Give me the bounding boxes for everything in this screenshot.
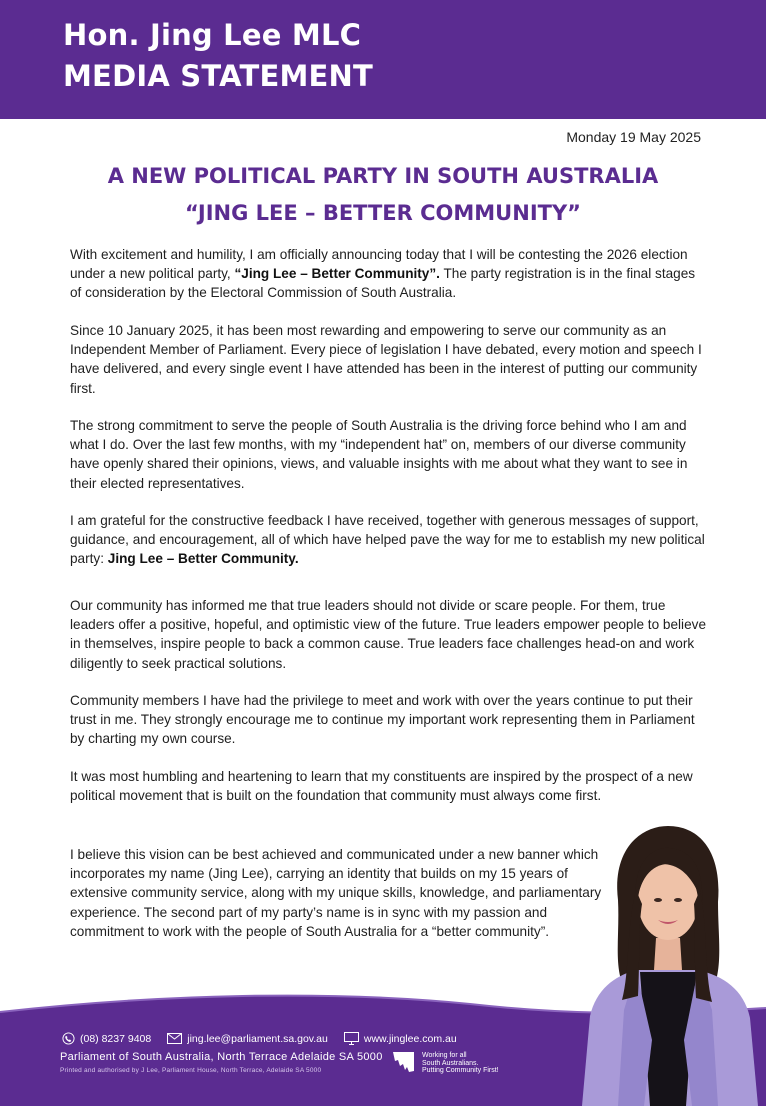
paragraph-4 (70, 511, 710, 569)
paragraph-8: I believe this vision can be best achieved and communicated under a new banner which incorporates my name (Jing Lee), carrying an identity that builds on my 15 years of extensive community service, along with my unique skills, knowledge, and parliamentary experience. The second part of my party’s name is in sync with my passion and commitment to work with the people of South Australia for a “better community”. (70, 847, 602, 939)
paragraph-1-text-a: With excitement and humility, I am officially announcing today that I will be contesting the 2026 election under a new political party, (70, 247, 688, 282)
paragraph-1-text-b: The party registration is in the final stages of consideration by the Electoral Commission of South Australia. (70, 266, 696, 301)
phone-icon (62, 1032, 75, 1045)
monitor-icon (344, 1032, 359, 1045)
mail-icon (167, 1033, 182, 1044)
tagline-line-1: Working for all (422, 1052, 467, 1059)
phone-contact[interactable] (62, 1032, 151, 1045)
member-name: Hon. Jing Lee MLC (63, 18, 362, 52)
portrait-photo (578, 820, 766, 1106)
headline-line-2: “JING LEE – BETTER COMMUNITY” (185, 201, 581, 225)
paragraph-2: Since 10 January 2025, it has been most rewarding and empowering to serve our community as an Independent Member of Parliament. Every piece of legislation I have debated, every motion and speech I have delivered, and every single event I have attended has been in the interest of putting our community first. (70, 323, 702, 396)
phone-number: (08) 8237 9408 (80, 1032, 152, 1045)
paragraph-7: It was most humbling and heartening to learn that my constituents are inspired by the prospect of a new political movement that is built on the foundation that community must always come first. (70, 769, 693, 804)
statement-date: Monday 19 May 2025 (566, 129, 701, 145)
paragraph-5: Our community has informed me that true leaders should not divide or scare people. For them, true leaders offer a positive, hopeful, and optimistic view of the future. True leaders empower people to believe in themselves, inspire people to back a common cause. True leaders face challenges head-on and work diligently to seek practical solutions. (70, 598, 706, 671)
paragraph-1 (70, 245, 710, 303)
sa-tagline (422, 1052, 532, 1075)
email-address: jing.lee@parliament.sa.gov.au (187, 1032, 328, 1045)
tagline-line-2: South Australians. (422, 1059, 479, 1067)
website-contact[interactable] (344, 1032, 457, 1045)
authorisation-line: Printed and authorised by J Lee, Parliament House, North Terrace, Adelaide SA 5000 (60, 1067, 322, 1074)
tagline-line-3: Putting Community First! (422, 1067, 499, 1074)
email-contact[interactable] (167, 1033, 328, 1045)
footer-contacts (62, 1032, 473, 1045)
party-name-bold-2: Jing Lee – Better Community. (107, 551, 299, 567)
party-name-bold: “Jing Lee – Better Community”. (234, 266, 440, 282)
paragraph-4-text: I am grateful for the constructive feedback I have received, together with generous messages of support, guidance, and encouragement, all of which have helped pave the way for me to establish my new political party: (70, 513, 705, 567)
website-url: www.jinglee.com.au (363, 1032, 457, 1045)
paragraph-3: The strong commitment to serve the people of South Australia is the driving force behind who I am and what I do. Over the last few months, with my “independent hat” on, members of our diverse community have openly shared their opinions, views, and valuable insights with me about what they want to see in their elected representatives. (70, 418, 688, 491)
sa-logo (392, 1050, 532, 1075)
paragraph-6: Community members I have had the privilege to meet and work with over the years continue to put their trust in me. They strongly encourage me to continue my important work representing them in Parliament by charting my own course. (70, 693, 695, 747)
footer-address: Parliament of South Australia, North Terrace Adelaide SA 5000 (60, 1051, 383, 1063)
headline-line-1: A NEW POLITICAL PARTY IN SOUTH AUSTRALIA (107, 164, 659, 188)
document-type-title: MEDIA STATEMENT (63, 59, 373, 93)
sa-map-logo (392, 1050, 418, 1074)
